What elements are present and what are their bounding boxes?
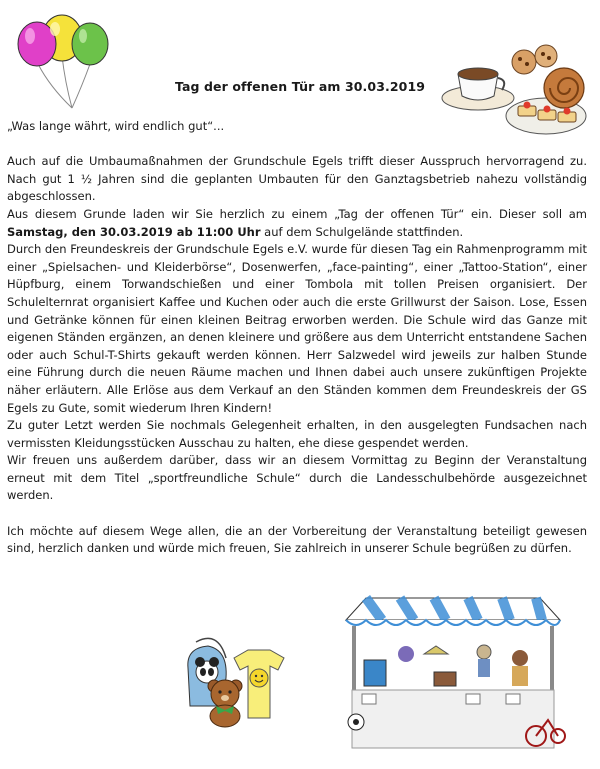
paragraph-award: Wir freuen uns außerdem darüber, dass wir an diesem Vormittag zu Beginn der Veranstaltung erneut mit dem Titel „sportfreundliche Schule“ durch die Landesschulbehörde ausgezeichnet werden. [7,453,587,503]
invitation-text-start: Aus diesem Grunde laden wir Sie herzlich zu einem „Tag der offenen Tür“ ein. Dieser soll am [7,206,587,221]
page-title: Tag der offenen Tür am 30.03.2019 [174,79,426,94]
paragraph-thanks: Ich möchte auf diesem Wege allen, die an der Vorbereitung der Veranstaltung beteiligt gewesen sind, herzlich danken und würde mich freuen, Sie zahlreich in unserer Schule begrüßen zu dürfen. [7,523,587,556]
paragraph-program: Durch den Freundeskreis der Grundschule Egels e.V. wurde für diesen Tag ein Rahmenprogramm mit einer „Spielsachen- und Kleiderbörse“, Dosenwerfen, „face-painting“, einer „Tattoo-Station“, einer Hüpfburg, einem Torwandschießen und einer Tombola mit tollen Preisen organisiert. Der Schulelternrat organisiert Kaffee und Kuchen oder auch die erste Grillwurst der Saison. Lose, Essen und Getränke können für einen kleinen Beitrag erworben werden. Die Schule wird das Ganze mit eigenen Ständen ergänzen, an denen kleinere und größere aus dem Unterricht entstandene Sachen oder auch Schul-T-Shirts gekauft werden können. Herr Salzwedel wird jeweils zur halben Stunde eine Führung durch die neuen Räume machen und Ihnen dabei auch unsere zukünftigen Projekte näher erläutern. Alle Erlöse aus dem Verkauf an den Ständen kommen dem Freundeskreis der GS Egels zu Gute, somit wiederum Ihren Kindern! [7,242,587,415]
balloons-illustration [10,12,115,112]
market-stand-illustration [336,590,570,760]
event-date-time: Samstag, den 30.03.2019 ab 11:00 Uhr [7,224,261,239]
toys-and-shirt-illustration [178,628,288,728]
paragraph-invitation [7,206,587,241]
invitation-text-end: auf dem Schulgelände stattfinden. [260,224,464,239]
body-text [7,118,587,558]
paragraph-lost-and-found: Zu guter Letzt werden Sie nochmals Gelegenheit erhalten, in den ausgelegten Fundsachen nach vermissten Kleidungsstücken Ausschau zu halten, ehe diese gespendet werden. [7,418,587,450]
intro-quote: „Was lange währt, wird endlich gut“... [7,119,225,133]
paragraph-renovation: Auch auf die Umbaumaßnahmen der Grundschule Egels trifft dieser Ausspruch hervorragend zu. Nach gut 1 ½ Jahren sind die geplanten Umbauten für den Ganztagsbetrieb nahezu vollständig abgeschlossen. [7,154,587,204]
